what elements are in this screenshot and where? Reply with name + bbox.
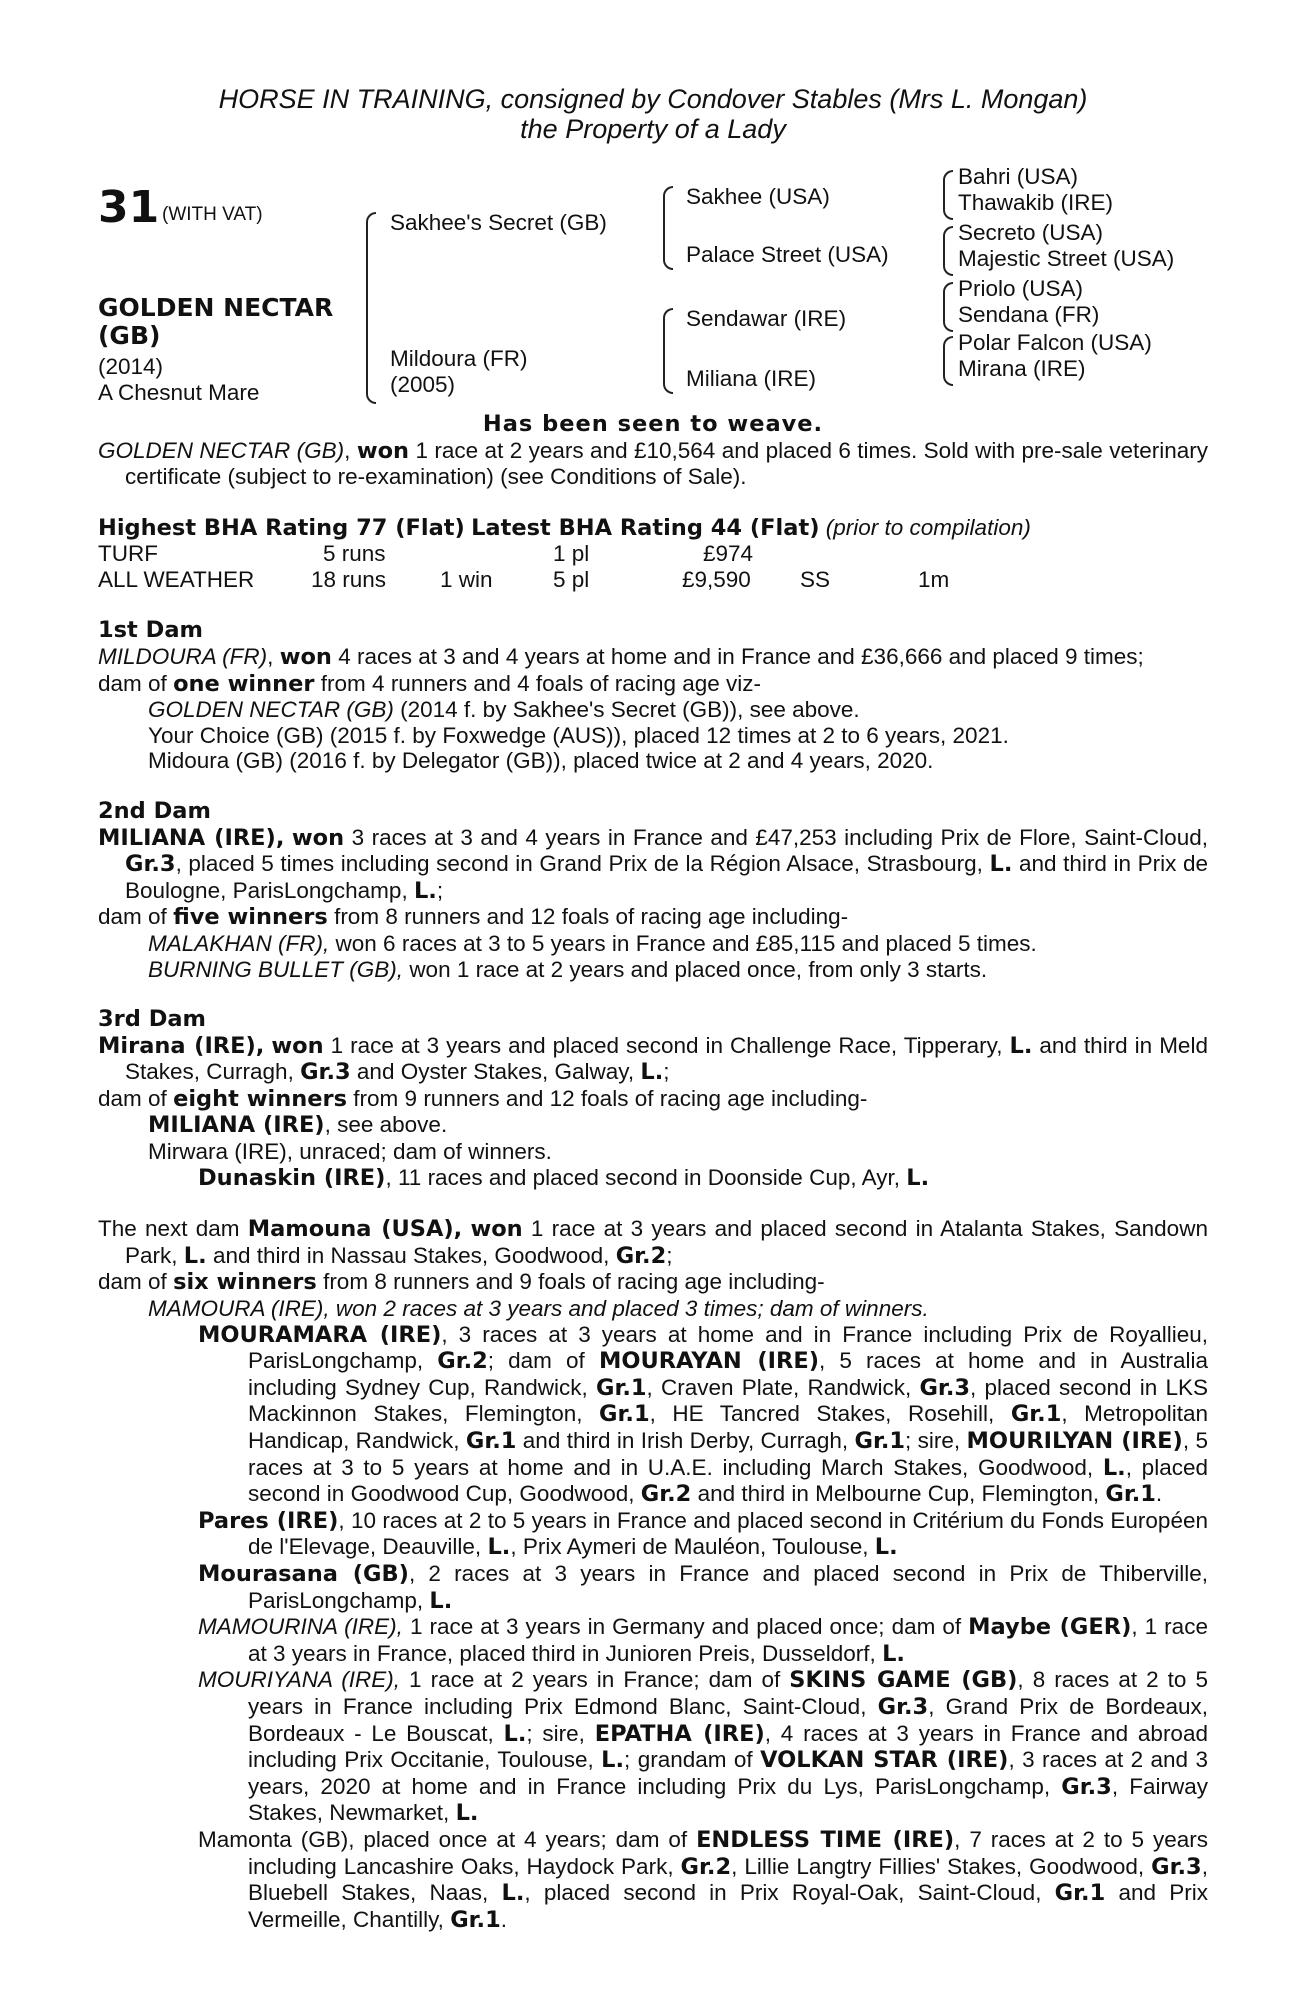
produce-name: MOURILYAN (IRE) <box>966 1428 1183 1454</box>
produce-item <box>98 1112 1208 1139</box>
dam2-name: MILIANA (IRE), <box>98 824 285 851</box>
text: , see above. <box>324 1112 448 1138</box>
grade: Gr.3 <box>1061 1773 1112 1800</box>
grade: L. <box>601 1747 625 1774</box>
text: 1 race at 3 years and placed second in Atalanta Stakes, Sandown Park, <box>125 1216 1208 1268</box>
grade: Gr.1 <box>1010 1401 1062 1428</box>
runs: 5 runs <box>323 541 386 567</box>
produce-item-mamonta <box>98 1827 1208 1933</box>
won-word: won <box>356 437 410 464</box>
text: and third in Melbourne Cup, Flemington, <box>697 1481 1100 1507</box>
bracket <box>663 186 673 270</box>
summary: GOLDEN NECTAR (GB), won 1 race at 2 years and £10,564 and placed 6 times. Sold with pre-sale veterinary certificate (subject to re-examination) (see Conditions of Sale). <box>98 437 1208 490</box>
won-word: won <box>279 643 332 670</box>
text: from 9 runners and 12 foals of racing age including- <box>353 1085 868 1111</box>
header-line-2: the Property of a Lady <box>520 114 786 144</box>
grade: Gr.1 <box>599 1401 650 1428</box>
text: and third in Prix de Boulogne, ParisLongchamp, <box>125 851 1208 903</box>
text: and Prix Vermeille, Chantilly, <box>248 1880 1208 1932</box>
grade: Gr.3 <box>300 1059 351 1086</box>
produce-item <box>98 931 1208 957</box>
text: (2014 f. by Sakhee's Secret (GB)), see above. <box>400 697 860 723</box>
grade: Gr.1 <box>595 1374 647 1401</box>
text: , Metropolitan Handicap, Randwick, <box>248 1401 1208 1453</box>
text: , placed second in Prix Royal-Oak, Saint-Cloud, <box>524 1880 1042 1906</box>
dam2-heading: 2nd Dam <box>98 797 211 824</box>
highest-rating: Highest BHA Rating 77 (Flat) <box>98 514 465 541</box>
winners-count: eight winners <box>173 1085 348 1112</box>
won-word: won <box>291 824 345 851</box>
text: , HE Tancred Stakes, Rosehill, <box>649 1401 995 1427</box>
text: and third in Irish Derby, Curragh, <box>522 1428 849 1453</box>
grade: Gr.1 <box>465 1428 517 1454</box>
text: , Craven Plate, Randwick, <box>646 1374 912 1400</box>
sire-sire: Sakhee (USA) <box>686 184 830 209</box>
dam3-name: Mirana (IRE), <box>98 1032 265 1059</box>
grade: Gr.2 <box>615 1242 667 1269</box>
produce-name: MOURIYANA (IRE), <box>198 1667 400 1693</box>
page-header <box>98 84 1208 144</box>
grade: Gr.1 <box>1054 1880 1106 1907</box>
grade: L. <box>1102 1454 1126 1481</box>
race-record-table <box>98 541 1208 593</box>
surface: TURF <box>98 541 158 567</box>
won-word: won <box>470 1216 523 1243</box>
dam1-heading: 1st Dam <box>98 617 203 644</box>
text: from 4 runners and 4 foals of racing age viz- <box>320 670 762 696</box>
horse-year: (2014) <box>98 354 164 379</box>
dam-sire: Sendawar (IRE) <box>686 306 847 331</box>
grade: Gr.3 <box>1151 1853 1202 1880</box>
winners-count: six winners <box>173 1269 317 1296</box>
grade: Gr.1 <box>1105 1481 1156 1508</box>
winners-count: one winner <box>173 670 315 697</box>
dam4-record <box>98 1216 1208 1269</box>
produce-item: Your Choice (GB) (2015 f. by Foxwedge (AUS)), placed 12 times at 2 to 6 years, 2021. <box>148 722 1009 748</box>
grade: Gr.3 <box>125 851 176 878</box>
sire-dam: Palace Street (USA) <box>686 242 889 267</box>
sdd: Majestic Street (USA) <box>958 246 1175 271</box>
text: , Lillie Langtry Fillies' Stakes, Goodwood, <box>731 1853 1145 1879</box>
produce-name: MOURAMARA (IRE) <box>198 1321 442 1348</box>
text: , 5 races at home and in Australia including Sydney Cup, Randwick, <box>248 1348 1208 1400</box>
text: dam of <box>98 670 167 696</box>
sds: Secreto (USA) <box>958 220 1104 245</box>
produce-name: BURNING BULLET (GB), <box>148 956 404 982</box>
grade: Gr.1 <box>854 1428 906 1454</box>
text: ; sire, <box>526 1720 585 1746</box>
lot-number: 31 <box>98 182 160 233</box>
produce-name: Mourasana (GB) <box>198 1560 409 1587</box>
produce-item-pares <box>98 1508 1208 1561</box>
produce-item <box>98 957 1208 983</box>
dam3-heading: 3rd Dam <box>98 1006 206 1033</box>
text: , Prix Aymeri de Mauléon, Toulouse, <box>510 1534 869 1560</box>
dam3-record <box>98 1033 1208 1086</box>
text: ; <box>436 877 444 903</box>
dam1-record: MILDOURA (FR), won 4 races at 3 and 4 years at home and in France and £36,666 and placed 9 times; <box>98 643 1144 670</box>
bracket <box>943 170 953 220</box>
bracket <box>943 336 953 386</box>
text: , 10 races at 2 to 5 years in France and placed second in Critérium du Fonds Européen de l'Elevage, Deauville, <box>248 1507 1208 1560</box>
produce-name: MILIANA (IRE) <box>148 1112 325 1139</box>
text: placed once at 4 years; dam of <box>363 1826 688 1852</box>
text: and third in Nassau Stakes, Goodwood, <box>212 1242 610 1268</box>
grade: L. <box>429 1587 453 1614</box>
text: dam of <box>98 904 167 930</box>
text: won 6 races at 3 to 5 years in France and £85,115 and placed 5 times. <box>335 930 1037 956</box>
grade: Gr.3 <box>877 1693 929 1720</box>
dam4-name: Mamouna (USA), <box>247 1216 463 1243</box>
latest-rating: Latest BHA Rating 44 (Flat) <box>471 514 820 541</box>
grade: L. <box>455 1800 479 1827</box>
text: , 8 races at 2 to 5 years in France including Prix Edmond Blanc, Saint-Cloud, <box>248 1667 1208 1719</box>
produce-name: EPATHA (IRE) <box>594 1720 765 1747</box>
text: dam of <box>98 1085 167 1111</box>
text: 4 races at 3 and 4 years at home and in France and £36,666 and placed 9 times; <box>338 643 1144 669</box>
distance: 1m <box>918 567 950 593</box>
dam2-produce-line <box>98 904 1208 931</box>
text: from 8 runners and 12 foals of racing age including- <box>334 904 849 930</box>
produce-name: SKINS GAME (GB) <box>789 1667 1018 1694</box>
text: ; <box>666 1242 673 1268</box>
dam4-produce-line <box>98 1269 1208 1296</box>
placed: 1 pl <box>553 541 590 567</box>
bracket <box>943 282 953 332</box>
dam3-produce-line <box>98 1086 1208 1113</box>
text: , 1 race at 3 years in France, placed third in Junioren Preis, Dusseldorf, <box>248 1614 1208 1666</box>
produce-item <box>98 1165 1208 1192</box>
bracket <box>366 212 376 404</box>
pedigree-block <box>98 144 1208 405</box>
grade: L. <box>989 851 1013 878</box>
rating-line <box>98 515 1208 542</box>
grade: L. <box>501 1880 525 1907</box>
text: , Fairway Stakes, Newmarket, <box>248 1773 1208 1826</box>
catalogue-page <box>98 84 1208 1933</box>
won-word: won <box>271 1032 324 1059</box>
grade: Gr.2 <box>680 1853 732 1880</box>
prize: £9,590 <box>682 567 751 593</box>
text: , placed 5 times including second in Grand Prix de la Région Alsace, Strasbourg, <box>175 851 983 877</box>
horse-description: A Chesnut Mare <box>98 380 260 405</box>
text: 1 race at 2 years in France; dam of <box>409 1667 781 1693</box>
bracket <box>943 226 953 276</box>
grade: L. <box>503 1720 527 1747</box>
sss: Bahri (USA) <box>958 164 1079 189</box>
text: , 3 races at 3 years at home and in France including Prix de Royallieu, ParisLongchamp, <box>248 1321 1208 1374</box>
grade: L. <box>640 1059 664 1086</box>
grade: L. <box>183 1242 207 1269</box>
produce-item-mamourina <box>98 1614 1208 1667</box>
text: The next dam <box>98 1216 240 1242</box>
dsd: Sendana (FR) <box>958 302 1100 327</box>
text: , placed second in Goodwood Cup, Goodwood, <box>248 1454 1208 1507</box>
vat-note: (WITH VAT) <box>162 204 263 225</box>
grade: Gr.3 <box>919 1374 971 1401</box>
dam1-produce-line <box>98 671 1208 698</box>
text: , 5 races at 3 to 5 years at home and in U.A.E. including March Stakes, Goodwood, <box>248 1428 1208 1480</box>
produce-name: VOLKAN STAR (IRE) <box>760 1747 1009 1774</box>
grade: Gr.2 <box>640 1481 692 1508</box>
grade: Gr.2 <box>437 1348 488 1375</box>
produce-item <box>98 697 1208 723</box>
text: , 2 races at 3 years in France and placed second in Prix de Thiberville, ParisLongchamp, <box>248 1560 1208 1613</box>
text: . <box>1155 1481 1163 1507</box>
produce-item-mourasana <box>98 1561 1208 1614</box>
warning-note: Has been seen to weave. <box>482 411 824 437</box>
produce-name: MALAKHAN (FR), <box>148 930 330 956</box>
winners-count: five winners <box>173 904 328 931</box>
text: ; grandam of <box>624 1747 753 1773</box>
dam: Mildoura (FR) <box>390 346 528 371</box>
produce-item-mouramara <box>98 1322 1208 1508</box>
horse-name: GOLDEN NECTAR (GB) <box>98 293 334 350</box>
rating-note: (prior to compilation) <box>825 514 1031 540</box>
wins: 1 win <box>440 567 493 593</box>
text: 1 race at 3 years and placed second in Challenge Race, Tipperary, <box>330 1032 1003 1058</box>
produce-item: MAMOURA (IRE), won 2 races at 3 years and placed 3 times; dam of winners. <box>148 1296 929 1322</box>
bracket <box>663 308 673 394</box>
dam-year: (2005) <box>390 372 456 397</box>
produce-item: Mirwara (IRE), unraced; dam of winners. <box>148 1139 552 1165</box>
surface: ALL WEATHER <box>98 567 255 593</box>
grade: L. <box>413 877 437 904</box>
grade: L. <box>487 1534 511 1561</box>
dam1-name: MILDOURA (FR) <box>98 643 268 669</box>
text: . <box>500 1906 508 1932</box>
dds: Polar Falcon (USA) <box>958 330 1152 355</box>
summary-name: GOLDEN NECTAR (GB) <box>98 437 345 463</box>
text: ; sire, <box>905 1428 961 1453</box>
dam2-record <box>98 825 1208 905</box>
produce-name: Pares (IRE) <box>198 1507 339 1534</box>
grade: L. <box>882 1640 905 1667</box>
produce-item-mouriyana <box>98 1667 1208 1827</box>
produce-name: MAMOURINA (IRE), <box>198 1614 403 1640</box>
prize: £974 <box>703 541 754 567</box>
text: won 1 race at 2 years and placed once, from only 3 starts. <box>409 956 988 982</box>
text: and third in Meld Stakes, Curragh, <box>125 1032 1208 1085</box>
text: , 7 races at 2 to 5 years including Lancashire Oaks, Haydock Park, <box>248 1826 1208 1879</box>
produce-item: Midoura (GB) (2016 f. by Delegator (GB)), placed twice at 2 and 4 years, 2020. <box>148 748 934 774</box>
produce-name: Mamonta (GB), <box>198 1826 355 1852</box>
produce-name: GOLDEN NECTAR (GB) <box>148 697 394 723</box>
header-line-1: HORSE IN TRAINING, consigned by Condover Stables (Mrs L. Mongan) <box>218 84 1088 114</box>
text: , Grand Prix de Bordeaux, Bordeaux - Le Bouscat, <box>248 1693 1208 1746</box>
text: ; <box>663 1059 670 1085</box>
text: 3 races at 3 and 4 years in France and £47,253 including Prix de Flore, Saint-Cloud, <box>351 824 1208 850</box>
text: from 8 runners and 9 foals of racing age including- <box>323 1269 825 1295</box>
produce-name: MOURAYAN (IRE) <box>598 1348 820 1375</box>
grade: L. <box>874 1534 898 1561</box>
text: , 11 races and placed second in Doonside Cup, Ayr, <box>385 1164 900 1190</box>
dss: Priolo (USA) <box>958 276 1084 301</box>
sire: Sakhee's Secret (GB) <box>390 210 607 235</box>
ssd: Thawakib (IRE) <box>958 190 1114 215</box>
runs: 18 runs <box>311 567 387 593</box>
text: dam of <box>98 1269 167 1295</box>
summary-text: 1 race at 2 years and £10,564 and placed 6 times. Sold with pre-sale veterinary certificate (subject to re-examination) (see Conditions of Sale). <box>125 437 1208 490</box>
going: SS <box>800 567 831 593</box>
grade: L. <box>1009 1032 1033 1059</box>
produce-name: ENDLESS TIME (IRE) <box>696 1826 955 1853</box>
grade: L. <box>906 1164 930 1191</box>
grade: Gr.1 <box>450 1906 501 1933</box>
text: , 4 races at 3 years in France and abroad including Prix Occitanie, Toulouse, <box>248 1720 1208 1773</box>
text: ; dam of <box>487 1348 585 1374</box>
placed: 5 pl <box>553 567 590 593</box>
produce-name: Maybe (GER) <box>968 1614 1132 1641</box>
text: 1 race at 3 years in Germany and placed once; dam of <box>409 1614 962 1640</box>
text: , placed second in LKS Mackinnon Stakes, Flemington, <box>248 1374 1208 1427</box>
text: , Bluebell Stakes, Naas, <box>248 1853 1208 1906</box>
produce-name: Dunaskin (IRE) <box>198 1164 386 1191</box>
ddd: Mirana (IRE) <box>958 356 1086 381</box>
dam-dam: Miliana (IRE) <box>686 366 817 391</box>
text: , 3 races at 2 and 3 years, 2020 at home and in France including Prix du Lys, ParisLongchamp, <box>248 1747 1208 1799</box>
text: and Oyster Stakes, Galway, <box>356 1059 635 1085</box>
